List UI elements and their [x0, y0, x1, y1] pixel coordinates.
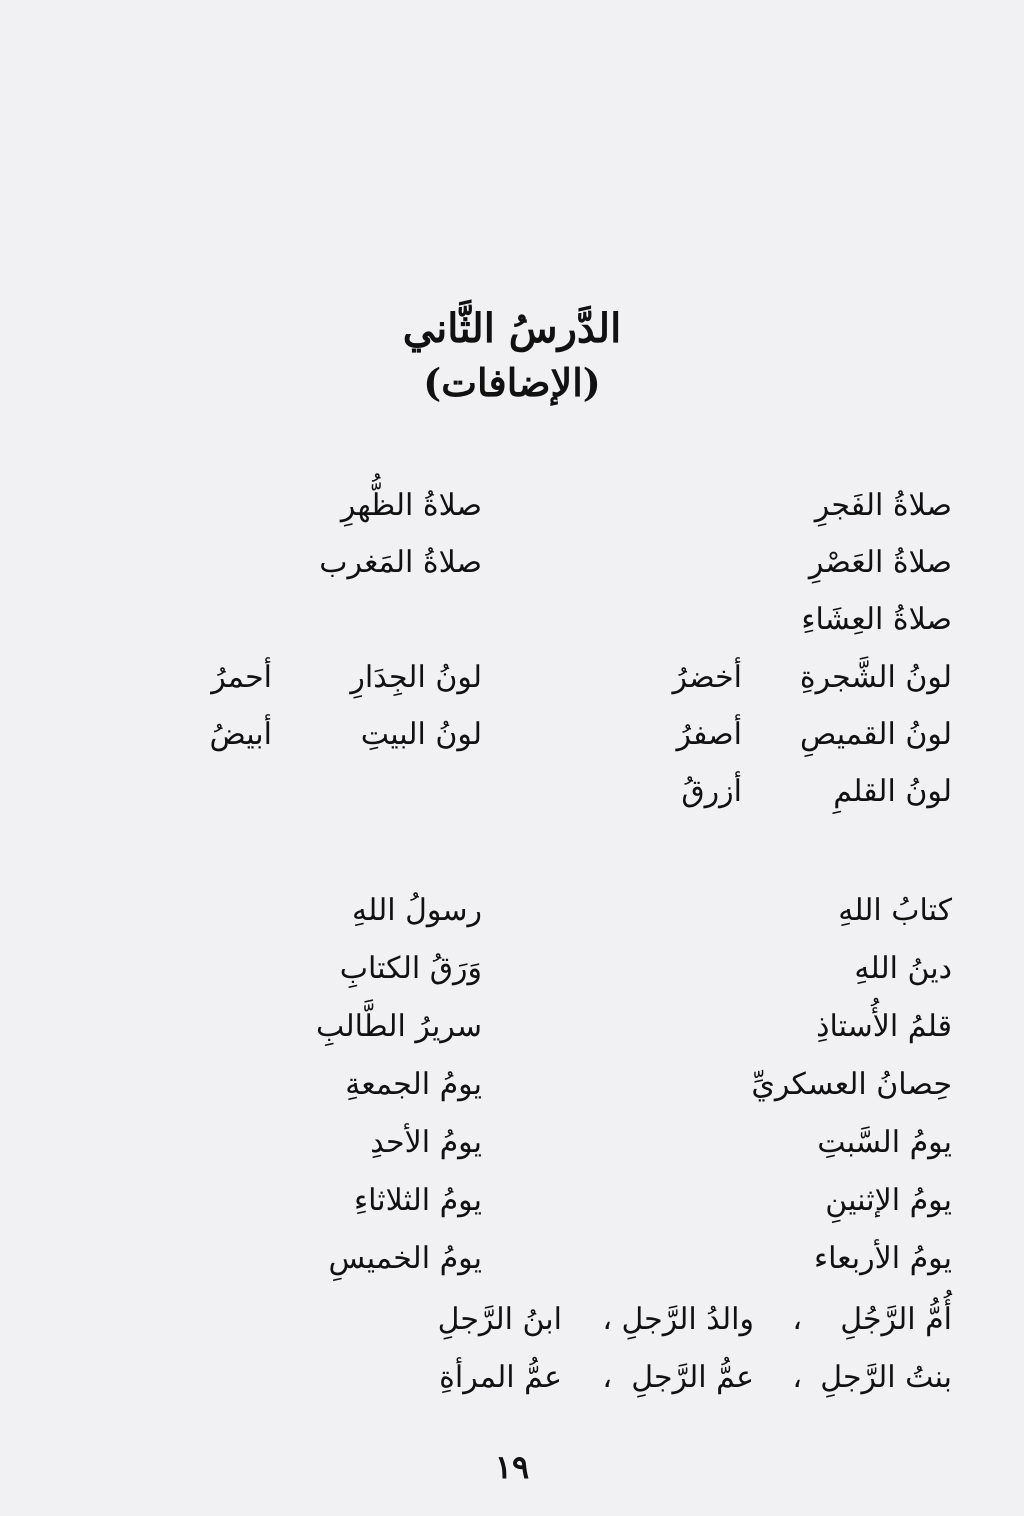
comma-separator: ،	[602, 1302, 612, 1337]
pair-left: يومُ الخميسِ	[328, 1241, 482, 1276]
pair-left: يومُ الأحدِ	[370, 1125, 482, 1160]
color-noun: لونُ الجِدَارِ	[350, 660, 482, 695]
color-noun: لونُ القلمِ	[833, 774, 952, 809]
color-noun: لونُ القميصِ	[799, 717, 952, 752]
pair-right: يومُ الأربعاء	[814, 1241, 952, 1276]
lesson-subtitle: (الإضافات)	[423, 360, 601, 405]
family-term: ابنُ الرَّجلِ	[437, 1302, 562, 1337]
family-term: عمُّ الرَّجلِ	[631, 1360, 754, 1395]
family-term: والدُ الرَّجلِ	[621, 1302, 754, 1337]
prayer-left: صلاةُ المَغرب	[319, 545, 482, 580]
page-number: ١٩	[494, 1448, 530, 1486]
lesson-title: الدَّرسُ الثَّاني	[402, 305, 622, 352]
color-word: أخضرُ	[672, 660, 742, 695]
pair-left: سريرُ الطَّالبِ	[316, 1009, 482, 1044]
pair-right: يومُ الإثنينِ	[825, 1183, 952, 1218]
pair-right: كتابُ اللهِ	[838, 893, 952, 928]
pair-left: وَرَقُ الكتابِ	[339, 951, 482, 986]
pair-right: يومُ السَّبتِ	[817, 1125, 952, 1160]
family-term: أُمُّ الرَّجُلِ	[840, 1302, 952, 1337]
color-word: أصفرُ	[676, 717, 742, 752]
pair-right: قلمُ الأُستاذِ	[816, 1009, 952, 1044]
pair-left: يومُ الجمعةِ	[345, 1067, 482, 1102]
comma-separator: ،	[602, 1360, 612, 1395]
comma-separator: ،	[792, 1360, 802, 1395]
color-word: أبيضُ	[209, 717, 272, 752]
color-word: أحمرُ	[211, 660, 272, 695]
prayer-right: صلاةُ العَصْرِ	[808, 545, 952, 580]
pair-right: حِصانُ العسكريِّ	[751, 1067, 952, 1102]
pair-left: رسولُ اللهِ	[352, 893, 482, 928]
color-noun: لونُ الشَّجرةِ	[799, 660, 952, 695]
prayer-left: صلاةُ الظُّهرِ	[340, 488, 482, 523]
color-word: أزرقُ	[681, 774, 742, 809]
prayer-right: صلاةُ العِشَاءِ	[801, 602, 952, 637]
family-term: بنتُ الرَّجلِ	[820, 1360, 952, 1395]
comma-separator: ،	[792, 1302, 802, 1337]
pair-right: دينُ اللهِ	[854, 951, 952, 986]
color-noun: لونُ البيتِ	[360, 717, 482, 752]
prayer-right: صلاةُ الفَجرِ	[814, 488, 952, 523]
pair-left: يومُ الثلاثاءِ	[354, 1183, 482, 1218]
family-term: عمُّ المرأةِ	[439, 1360, 562, 1395]
